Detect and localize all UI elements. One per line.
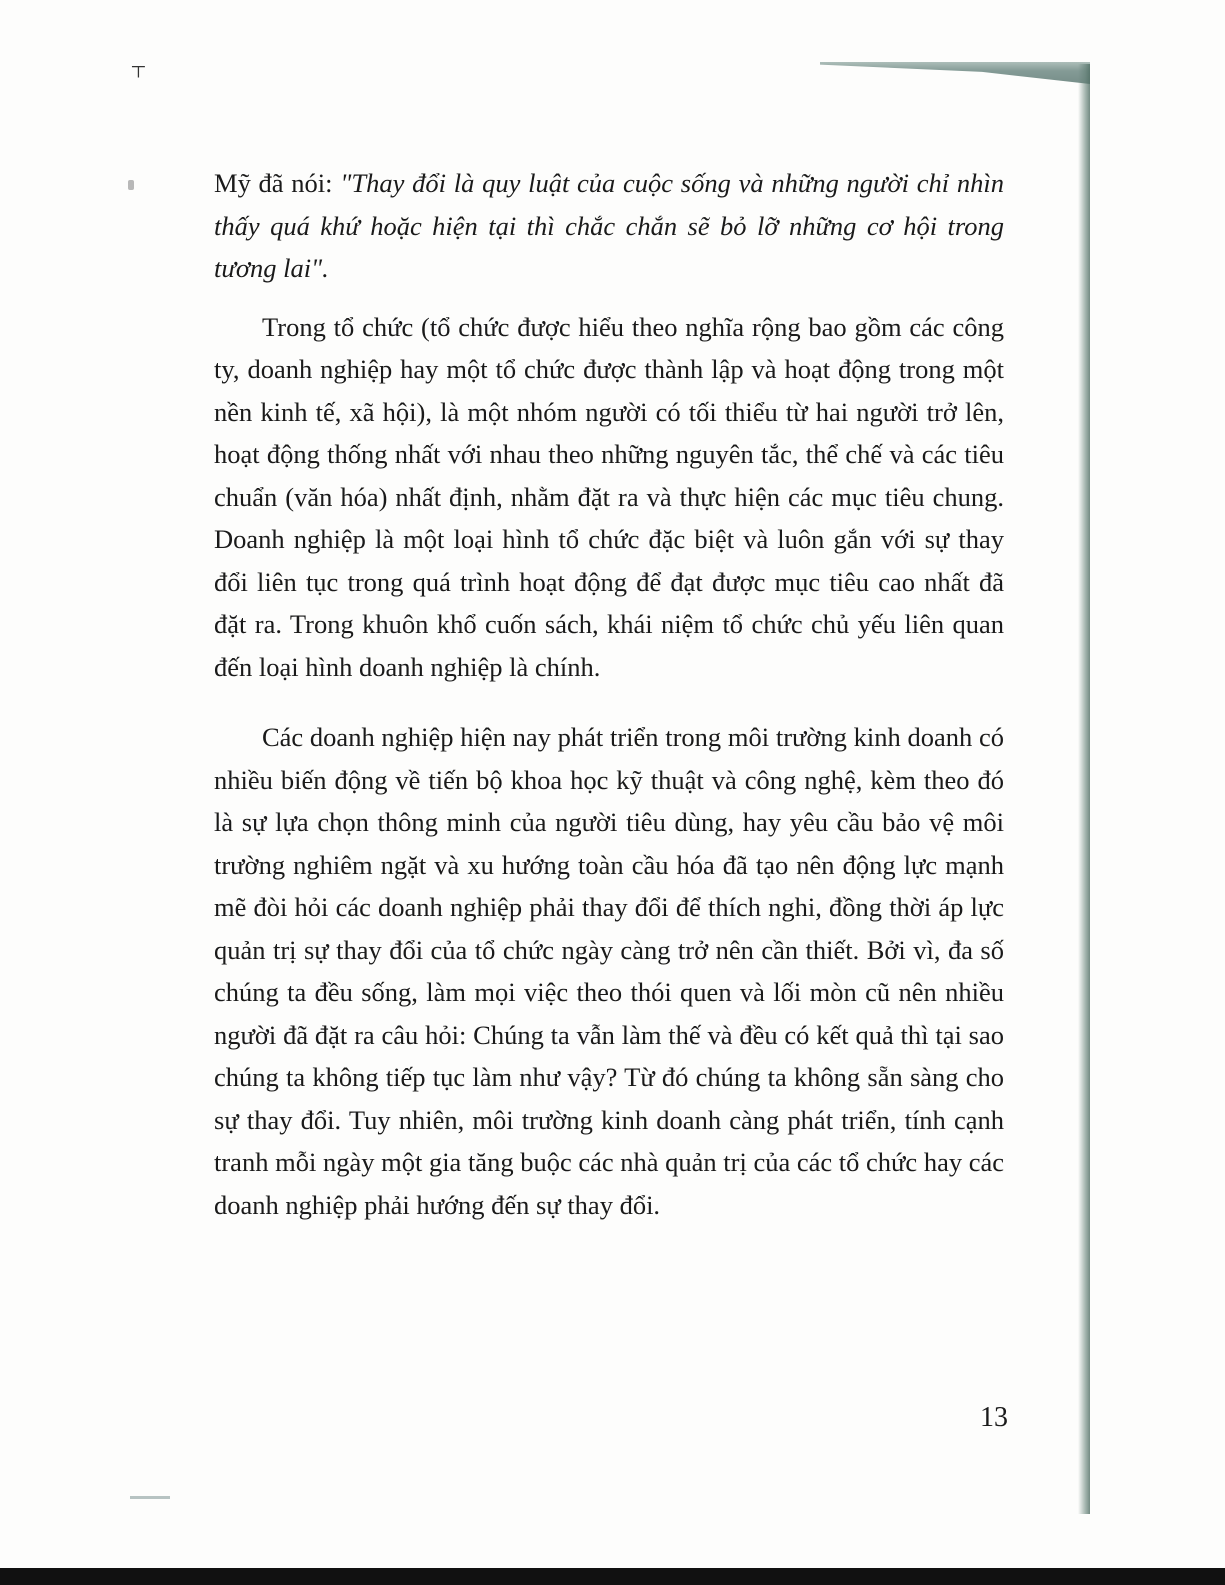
quote-text: "Thay đổi là quy luật của cuộc sống và những người chỉ nhìn thấy quá khứ hoặc hiện tại thì chắc chắn sẽ bỏ lỡ những cơ hội trong tương lai". bbox=[214, 168, 1004, 283]
scan-right-edge bbox=[1078, 64, 1090, 1514]
scan-bottom-border bbox=[0, 1568, 1225, 1585]
paragraph-organization: Trong tổ chức (tổ chức được hiểu theo nghĩa rộng bao gồm các công ty, doanh nghiệp hay một tổ chức được thành lập và hoạt động trong một nền kinh tế, xã hội), là một nhóm người có tối thiểu từ hai người trở lên, hoạt động thống nhất với nhau theo những nguyên tắc, thể chế và các tiêu chuẩn (văn hóa) nhất định, nhằm đặt ra và thực hiện các mục tiêu chung. Doanh nghiệp là một loại hình tổ chức đặc biệt và luôn gắn với sự thay đổi liên tục trong quá trình hoạt động để đạt được mục tiêu cao nhất đã đặt ra. Trong khuôn khổ cuốn sách, khái niệm tổ chức chủ yếu liên quan đến loại hình doanh nghiệp là chính. bbox=[214, 311, 1004, 682]
body-text bbox=[214, 162, 1004, 1226]
margin-mark bbox=[128, 180, 134, 190]
scan-top-edge bbox=[820, 62, 1090, 84]
bottom-margin-mark bbox=[130, 1496, 170, 1499]
quote-paragraph bbox=[214, 162, 1004, 290]
page-number: 13 bbox=[980, 1402, 1008, 1433]
corner-mark: ┬ bbox=[132, 56, 145, 76]
paragraph-enterprises: Các doanh nghiệp hiện nay phát triển trong môi trường kinh doanh có nhiều biến động về tiến bộ khoa học kỹ thuật và công nghệ, kèm theo đó là sự lựa chọn thông minh của người tiêu dùng, hay yêu cầu bảo vệ môi trường nghiêm ngặt và xu hướng toàn cầu hóa đã tạo nên động lực mạnh mẽ đòi hỏi các doanh nghiệp phải thay đổi để thích nghi, đồng thời áp lực quản trị sự thay đổi của tổ chức ngày càng trở nên cần thiết. Bởi vì, đa số chúng ta đều sống, làm mọi việc theo thói quen và lối mòn cũ nên nhiều người đã đặt ra câu hỏi: Chúng ta vẫn làm thế và đều có kết quả thì tại sao chúng ta không tiếp tục làm như vậy? Từ đó chúng ta không sẵn sàng cho sự thay đổi. Tuy nhiên, môi trường kinh doanh càng phát triển, tính cạnh tranh mỗi ngày một gia tăng buộc các nhà quản trị của các tổ chức hay các doanh nghiệp phải hướng đến sự thay đổi. bbox=[214, 722, 1004, 1220]
quote-intro: Mỹ đã nói: bbox=[214, 168, 341, 198]
